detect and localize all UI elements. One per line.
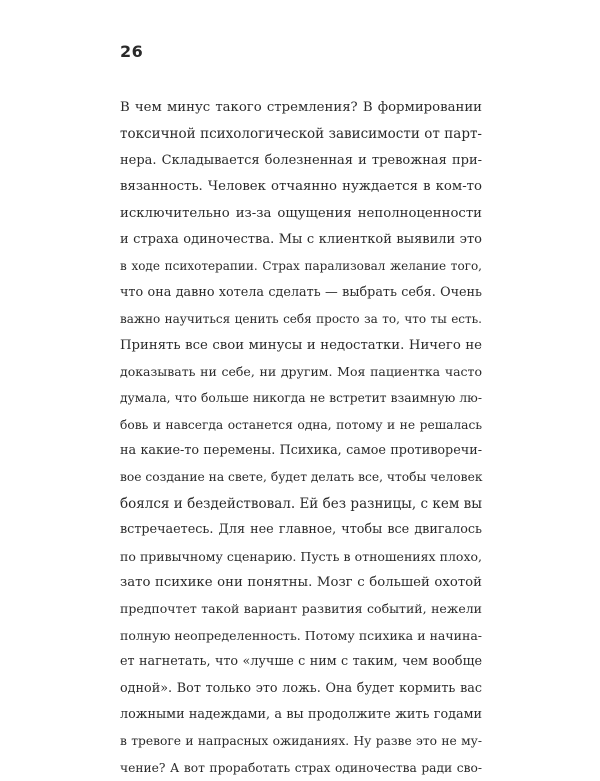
text-line: одной». Вот только это ложь. Она будет кормить вас: [120, 680, 482, 696]
text-line: на какие-то перемены. Психика, самое противоречи-: [120, 443, 482, 459]
text-line: предпочтет такой вариант развития событий, нежели: [120, 601, 482, 617]
text-line: полную неопределенность. Потому психика и начина-: [120, 627, 482, 643]
text-line: боялся и бездействовал. Ей без разницы, с кем вы: [120, 495, 482, 512]
text-line: ет нагнетать, что «лучше с ним с таким, чем вообще: [120, 654, 482, 670]
text-line: встречаетесь. Для нее главное, чтобы все двигалось: [120, 522, 482, 538]
text-line: доказывать ни себе, ни другим. Моя пациентка часто: [120, 363, 482, 379]
text-line: исключительно из-за ощущения неполноценности: [120, 205, 482, 221]
text-line: ложными надеждами, а вы продолжите жить годами: [120, 706, 482, 722]
text-line: важно научиться ценить себя просто за то, что ты есть.: [120, 312, 482, 327]
text-line: чение? А вот проработать страх одиночества ради сво-: [120, 760, 482, 775]
text-line: и страха одиночества. Мы с клиенткой выявили это: [120, 231, 482, 247]
text-line: в ходе психотерапии. Страх парализовал желание того,: [120, 259, 482, 274]
text-line: Принять все свои минусы и недостатки. Ничего не: [120, 337, 482, 353]
text-line: по привычному сценарию. Пусть в отношениях плохо,: [120, 548, 482, 564]
text-line: зато психике они понятны. Мозг с большей охотой: [120, 575, 482, 591]
text-line: что она давно хотела сделать — выбрать себя. Очень: [120, 284, 482, 300]
text-line: вязанность. Человек отчаянно нуждается в ком-то: [120, 179, 482, 195]
text-line: думала, что больше никогда не встретит взаимную лю-: [120, 391, 482, 406]
text-line: нера. Складывается болезненная и тревожная при-: [120, 152, 482, 168]
page-number: 26: [120, 42, 144, 61]
text-line: в тревоге и напрасных ожиданиях. Ну разве это не му-: [120, 734, 482, 749]
body-text: [120, 95, 482, 781]
text-line: вое создание на свете, будет делать все, чтобы человек: [120, 470, 483, 485]
text-line: бовь и навсегда останется одна, потому и не решалась: [120, 417, 482, 432]
text-line: токсичной психологической зависимости от парт-: [120, 126, 482, 143]
text-line: В чем минус такого стремления? В формировании: [120, 100, 482, 115]
